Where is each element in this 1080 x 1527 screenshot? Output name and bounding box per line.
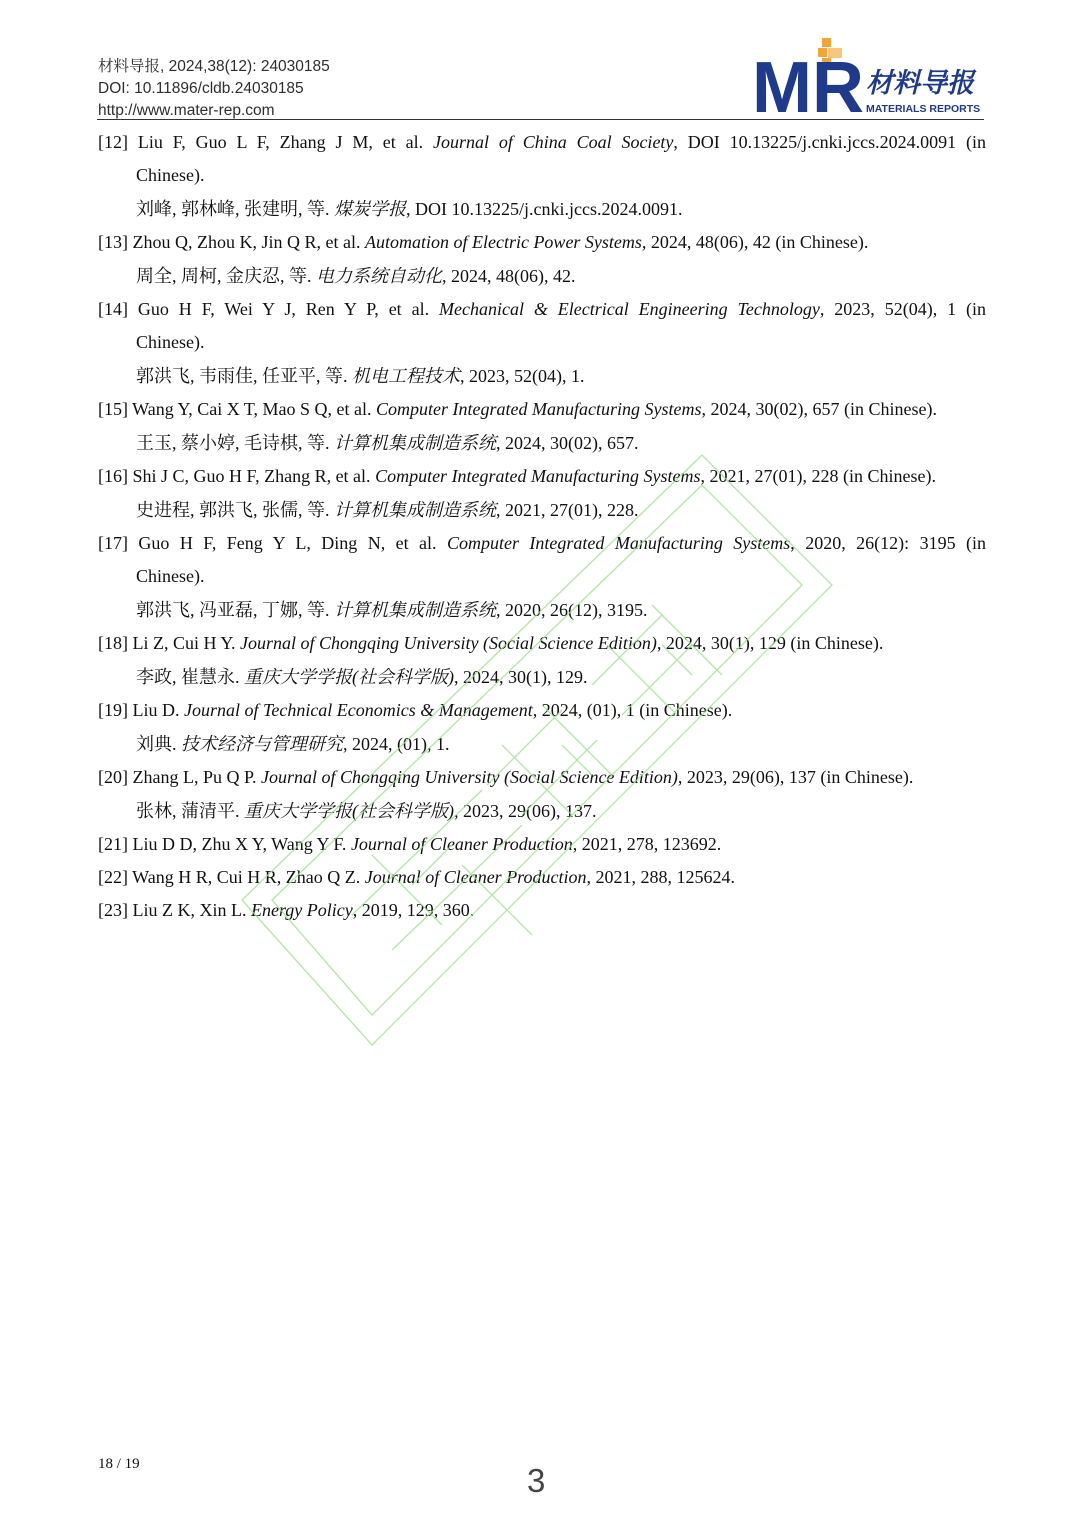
journal-title-cn: 计算机集成制造系统	[334, 433, 496, 453]
journal-title-cn: 重庆大学学报(社会科学版)	[244, 801, 454, 821]
journal-title: Computer Integrated Manufacturing Systems	[447, 533, 791, 553]
reference-19	[98, 694, 986, 761]
reference-17	[98, 527, 986, 627]
reference-22	[98, 861, 986, 894]
journal-title: Journal of Technical Economics & Management	[183, 700, 533, 720]
reference-18	[98, 627, 986, 694]
journal-title: Journal of China Coal Society	[432, 132, 674, 152]
journal-title: Journal of Chongqing University (Social Science Edition)	[240, 633, 657, 653]
reference-en-line: [12] Liu F, Guo L F, Zhang J M, et al. Journal of China Coal Society, DOI 10.13225/j.cnki.jccs.2024.0091 (in	[98, 132, 986, 152]
reference-16	[98, 460, 986, 527]
journal-title: Computer Integrated Manufacturing Systems	[375, 466, 701, 486]
journal-title: Journal of Chongqing University (Social Science Edition)	[261, 767, 678, 787]
reference-list	[98, 126, 986, 927]
reference-en-wrap: Chinese).	[136, 332, 205, 352]
reference-cn-line: 郭洪飞, 冯亚磊, 丁娜, 等. 计算机集成制造系统, 2020, 26(12), 3195.	[136, 600, 648, 620]
svg-text:MR: MR	[752, 48, 864, 118]
reference-en-line: [22] Wang H R, Cui H R, Zhao Q Z. Journal of Cleaner Production, 2021, 288, 125624.	[98, 867, 736, 887]
journal-title: Journal of Cleaner Production	[364, 867, 587, 887]
reference-23	[98, 894, 986, 927]
reference-en-line: [20] Zhang L, Pu Q P. Journal of Chongqing University (Social Science Edition), 2023, 29(06), 137 (in Chinese).	[98, 767, 914, 787]
reference-en-wrap: Chinese).	[136, 566, 205, 586]
reference-15	[98, 393, 986, 460]
reference-cn-line: 李政, 崔慧永. 重庆大学学报(社会科学版), 2024, 30(1), 129.	[136, 667, 588, 687]
journal-title: Journal of Cleaner Production	[350, 834, 573, 854]
journal-title-cn: 计算机集成制造系统	[334, 500, 496, 520]
reference-en-line: [14] Guo H F, Wei Y J, Ren Y P, et al. Mechanical & Electrical Engineering Technology, 2023, 52(04), 1 (in	[98, 299, 987, 319]
journal-title-cn: 重庆大学学报(社会科学版)	[244, 667, 454, 687]
svg-text:材料导报: 材料导报	[866, 68, 974, 99]
reference-en-line: [19] Liu D. Journal of Technical Economics & Management, 2024, (01), 1 (in Chinese).	[98, 700, 733, 720]
journal-header	[98, 56, 330, 122]
reference-en-line: [23] Liu Z K, Xin L. Energy Policy, 2019, 129, 360.	[98, 900, 475, 920]
reference-14	[98, 293, 986, 393]
reference-en-line: [15] Wang Y, Cai X T, Mao S Q, et al. Computer Integrated Manufacturing Systems, 2024, 30(02), 657 (in Chinese).	[98, 399, 937, 419]
reference-cn-line: 周全, 周柯, 金庆忍, 等. 电力系统自动化, 2024, 48(06), 42.	[136, 266, 576, 286]
reference-cn-line: 张林, 蒲清平. 重庆大学学报(社会科学版), 2023, 29(06), 137.	[136, 801, 597, 821]
materials-reports-logo	[752, 36, 984, 118]
journal-title-cn: 煤炭学报	[334, 199, 406, 219]
reference-en-line: [13] Zhou Q, Zhou K, Jin Q R, et al. Automation of Electric Power Systems, 2024, 48(06), 42 (in Chinese).	[98, 232, 869, 252]
reference-cn-line: 郭洪飞, 韦雨佳, 任亚平, 等. 机电工程技术, 2023, 52(04), 1.	[136, 366, 585, 386]
journal-url-link[interactable]: http://www.mater-rep.com	[98, 102, 275, 119]
svg-text:MATERIALS REPORTS: MATERIALS REPORTS	[866, 103, 981, 115]
header-divider	[97, 119, 984, 120]
journal-title: Energy Policy	[250, 900, 353, 920]
reference-en-line: [21] Liu D D, Zhu X Y, Wang Y F. Journal of Cleaner Production, 2021, 278, 123692.	[98, 834, 722, 854]
journal-title: Mechanical & Electrical Engineering Technology	[439, 299, 820, 319]
page-counter: 18 / 19	[98, 1456, 140, 1472]
reference-21	[98, 828, 986, 861]
doi-line: DOI: 10.11896/cldb.24030185	[98, 80, 304, 97]
journal-title-cn: 电力系统自动化	[316, 266, 442, 286]
reference-20	[98, 761, 986, 828]
reference-en-line: [18] Li Z, Cui H Y. Journal of Chongqing University (Social Science Edition), 2024, 30(1), 129 (in Chinese).	[98, 633, 884, 653]
reference-cn-line: 刘峰, 郭林峰, 张建明, 等. 煤炭学报, DOI 10.13225/j.cnki.jccs.2024.0091.	[136, 199, 683, 219]
reference-cn-line: 刘典. 技术经济与管理研究, 2024, (01), 1.	[136, 734, 450, 754]
journal-title-cn: 机电工程技术	[352, 366, 460, 386]
reference-cn-line: 史进程, 郭洪飞, 张儒, 等. 计算机集成制造系统, 2021, 27(01), 228.	[136, 500, 639, 520]
journal-title-cn: 技术经济与管理研究	[181, 734, 343, 754]
journal-title-cn: 计算机集成制造系统	[334, 600, 496, 620]
reference-en-line: [16] Shi J C, Guo H F, Zhang R, et al. Computer Integrated Manufacturing Systems, 2021, 27(01), 228 (in Chinese).	[98, 466, 936, 486]
reference-en-line: [17] Guo H F, Feng Y L, Ding N, et al. Computer Integrated Manufacturing Systems, 2020, 26(12): 3195 (in	[98, 533, 987, 553]
journal-title: Automation of Electric Power Systems	[364, 232, 642, 252]
reference-en-wrap: Chinese).	[136, 165, 205, 185]
reference-cn-line: 王玉, 蔡小婷, 毛诗棋, 等. 计算机集成制造系统, 2024, 30(02), 657.	[136, 433, 639, 453]
reference-13	[98, 226, 986, 293]
reference-12	[98, 126, 986, 226]
journal-title: Computer Integrated Manufacturing Systems	[376, 399, 702, 419]
journal-citation-line: 材料导报, 2024,38(12): 24030185	[98, 58, 330, 75]
bottom-page-mark: 3	[527, 1462, 546, 1499]
